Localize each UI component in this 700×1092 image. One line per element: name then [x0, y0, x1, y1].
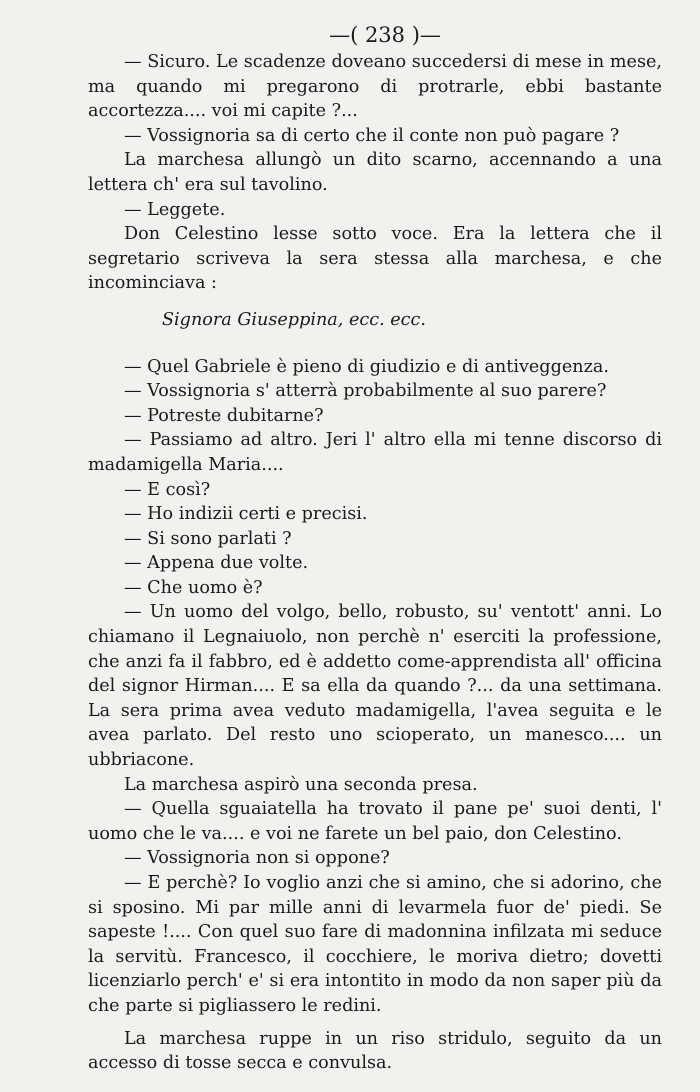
paragraph: La marchesa aspirò una seconda presa.	[124, 774, 478, 795]
paragraph: — Passiamo ad altro. Jeri l' altro ella mi tenne discorso di madamigella Maria....	[88, 430, 662, 475]
page-number: —( 238 )—	[329, 23, 441, 47]
paragraph: La marchesa ruppe in un riso stridulo, seguito da un accesso di tosse secca e convulsa.	[88, 1028, 662, 1074]
paragraph: — Appena due volte.	[124, 553, 309, 574]
paragraph: — Vossignoria non si oppone?	[124, 848, 390, 869]
paragraph: — E perchè? Io voglio anzi che si amino, che si adorino, che si sposino. Mi par mille anni di levarmela fuor de' piedi. Se sapeste !.... Con quel suo fare di madonnina infilzata mi seduce la servitù. Francesco, il cocchiere, le moriva dietro; dovetti licenziarlo perch' e' si era intontito in modo da non saper più da che parte si pigliassero le redini.	[88, 873, 662, 1016]
paragraph: — Leggete.	[124, 199, 226, 220]
paragraph: — Vossignoria s' atterrà probabilmente al suo parere?	[124, 381, 607, 402]
page-body	[88, 50, 662, 1076]
paragraph: Don Celestino lesse sotto voce. Era la lettera che il segretario scriveva la sera stessa alla marchesa, e che incominciava :	[88, 224, 662, 294]
paragraph: La marchesa allungò un dito scarno, accennando a una lettera ch' era sul tavolino.	[88, 150, 662, 195]
paragraph: — Che uomo è?	[124, 577, 263, 598]
paragraph: — Quella sguaiatella ha trovato il pane pe' suoi denti, l' uomo che le va.... e voi ne farete un bel paio, don Celestino.	[88, 799, 662, 844]
paragraph: — E così?	[124, 479, 211, 500]
letter-salutation: Signora Giuseppina, ecc. ecc.	[162, 309, 426, 330]
paragraph: — Potreste dubitarne?	[124, 405, 324, 426]
paragraph: — Si sono parlati ?	[124, 528, 292, 549]
paragraph: — Vossignoria sa di certo che il conte non può pagare ?	[124, 125, 620, 146]
paragraph: — Ho indizii certi e precisi.	[124, 504, 368, 525]
paragraph: — Sicuro. Le scadenze doveano succedersi di mese in mese, ma quando mi pregarono di protrarle, ebbi bastante accortezza.... voi mi capite ?...	[88, 52, 662, 122]
paragraph: — Quel Gabriele è pieno di giudizio e di antiveggenza.	[124, 356, 609, 377]
paragraph: — Un uomo del volgo, bello, robusto, su' ventott' anni. Lo chiamano il Legnaiuolo, non perchè n' eserciti la professione, che anzi fa il fabbro, ed è addetto come-apprendista all' officina del signor Hirman.... E sa ella da quando ?... da una settimana. La sera prima avea veduto madamigella, l'avea seguita e le avea parlato. Del resto uno scioperato, un manesco.... un ubbriacone.	[88, 602, 662, 771]
